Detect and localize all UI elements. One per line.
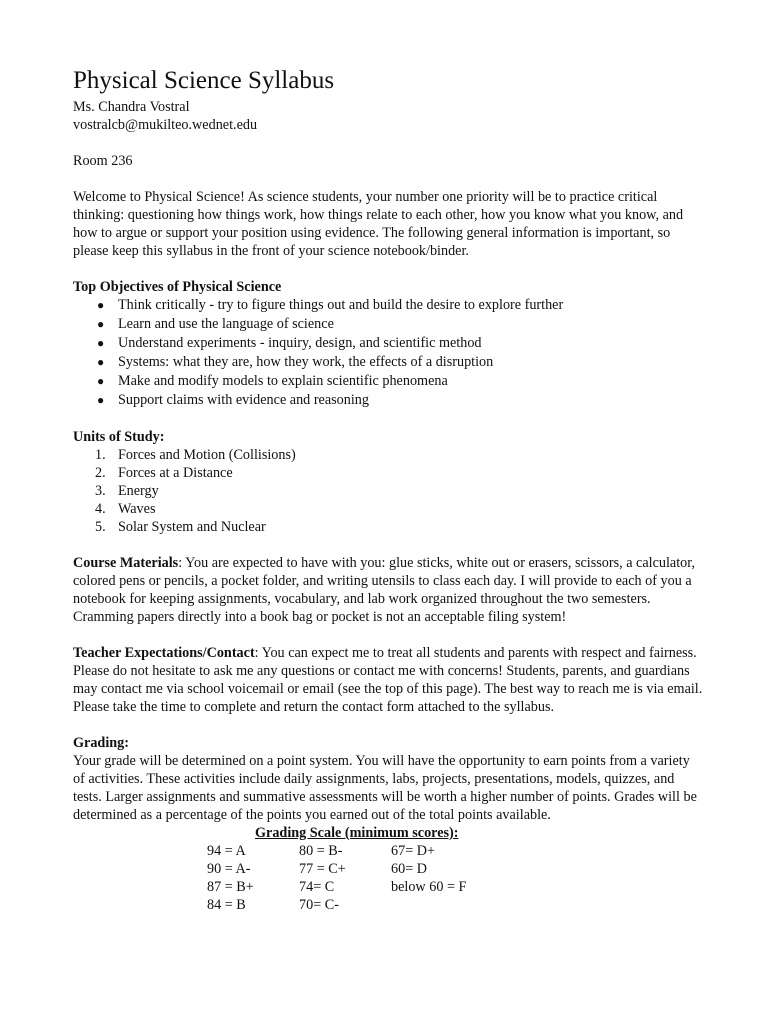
bullet-icon: ● bbox=[97, 298, 105, 312]
list-item: ● Systems: what they are, how they work, the effects of a disruption bbox=[97, 354, 494, 370]
materials-text: : You are expected to have with you: glue sticks, white out or erasers, scissors, a calculator, colored pens or pencils, a pocket folder, and writing utensils to class each day. I will provide to each of you a notebook for keeping assignments, vocabulary, and lab work organized throughout the two semesters. Cramming papers directly into a book bag or pocket is not an acceptable filing system! bbox=[73, 555, 695, 625]
scale-cell: 90 = A- bbox=[207, 861, 251, 877]
list-item: ● Make and modify models to explain scientific phenomena bbox=[97, 373, 448, 389]
scale-cell: 70= C- bbox=[299, 897, 339, 913]
scale-cell: 60= D bbox=[391, 861, 427, 877]
units-list bbox=[73, 446, 703, 536]
list-item: 3. Energy bbox=[95, 483, 159, 499]
list-item: 2. Forces at a Distance bbox=[95, 465, 233, 481]
scale-cell: 74= C bbox=[299, 879, 335, 895]
list-item: 1. Forces and Motion (Collisions) bbox=[95, 447, 296, 463]
list-item: 4. Waves bbox=[95, 501, 156, 517]
document-title: Physical Science Syllabus bbox=[73, 67, 335, 94]
materials-paragraph bbox=[73, 554, 703, 626]
list-item: ● Support claims with evidence and reasoning bbox=[97, 392, 369, 408]
scale-cell: 87 = B+ bbox=[207, 879, 254, 895]
objectives-list bbox=[73, 296, 703, 410]
grading-scale-title: Grading Scale (minimum scores): bbox=[255, 825, 459, 841]
teacher-name: Ms. Chandra Vostral bbox=[73, 99, 190, 115]
grading-scale bbox=[73, 824, 703, 914]
bullet-icon: ● bbox=[97, 355, 105, 369]
list-item: ● Think critically - try to figure things out and build the desire to explore further bbox=[97, 297, 564, 313]
grading-heading: Grading: bbox=[73, 735, 129, 751]
room-number: Room 236 bbox=[73, 153, 133, 169]
scale-cell: 80 = B- bbox=[299, 843, 343, 859]
teacher-email: vostralcb@mukilteo.wednet.edu bbox=[73, 117, 258, 133]
scale-cell: 77 = C+ bbox=[299, 861, 346, 877]
bullet-icon: ● bbox=[97, 393, 105, 407]
scale-cell: 94 = A bbox=[207, 843, 246, 859]
bullet-icon: ● bbox=[97, 374, 105, 388]
objectives-heading: Top Objectives of Physical Science bbox=[73, 279, 282, 295]
scale-cell: 84 = B bbox=[207, 897, 246, 913]
expectations-text: : You can expect me to treat all students and parents with respect and fairness. Please do not hesitate to ask me any questions or contact me with concerns! Students, parents, and guardians may contact me via school voicemail or email (see the top of this page). The best way to reach me is via email. Please take the time to complete and return the contact form attached to the syllabus. bbox=[73, 645, 703, 715]
scale-cell: below 60 = F bbox=[391, 879, 467, 895]
scale-cell: 67= D+ bbox=[391, 843, 435, 859]
grading-paragraph: Your grade will be determined on a point system. You will have the opportunity to earn points from a variety of activities. These activities include daily assignments, labs, projects, presentations, models, quizzes, and tests. Larger assignments and summative assessments will be worth a higher number of points. Grades will be determined as a percentage of the points you earned out of the total points available. bbox=[73, 753, 697, 823]
syllabus-page bbox=[73, 66, 703, 914]
list-item: ● Understand experiments - inquiry, design, and scientific method bbox=[97, 335, 482, 351]
list-item: 5. Solar System and Nuclear bbox=[95, 519, 266, 535]
units-heading: Units of Study: bbox=[73, 429, 165, 445]
list-item: ● Learn and use the language of science bbox=[97, 316, 334, 332]
bullet-icon: ● bbox=[97, 336, 105, 350]
expectations-label: Teacher Expectations/Contact bbox=[73, 645, 255, 661]
intro-paragraph: Welcome to Physical Science! As science students, your number one priority will be to practice critical thinking: questioning how things work, how things relate to each other, how you know what you know, and how to argue or support your position using evidence. The following general information is important, so please keep this syllabus in the front of your science notebook/binder. bbox=[73, 189, 684, 259]
expectations-paragraph bbox=[73, 644, 703, 716]
materials-label: Course Materials bbox=[73, 555, 179, 571]
bullet-icon: ● bbox=[97, 317, 105, 331]
